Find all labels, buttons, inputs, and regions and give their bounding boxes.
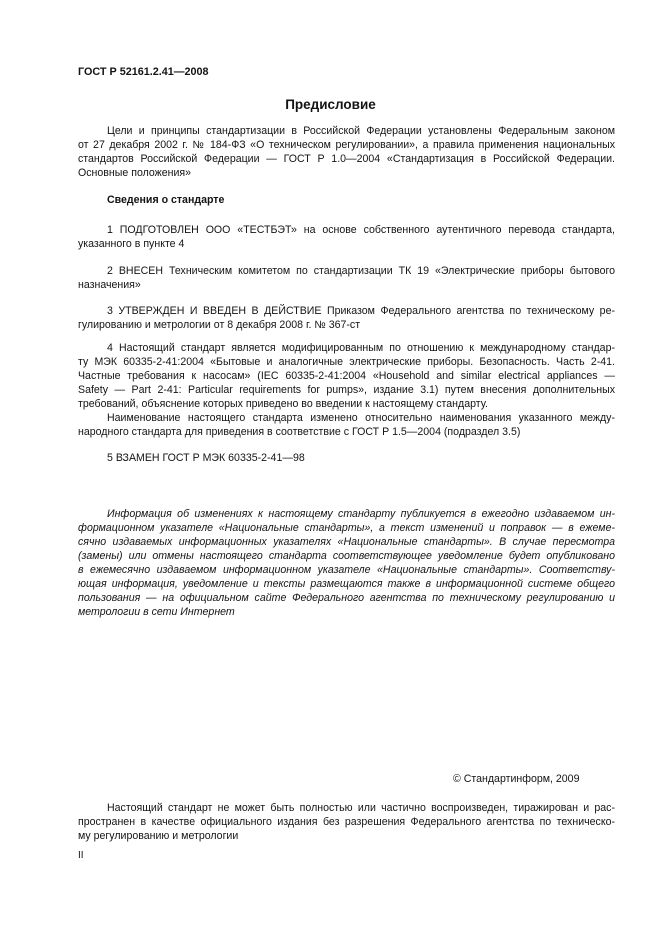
document-code: ГОСТ Р 52161.2.41—2008 bbox=[78, 66, 209, 78]
text-line: ту МЭК 60335-2-41:2004 «Бытовые и аналогичные электрические приборы. Безопасность. Часть 2-41. bbox=[78, 356, 615, 368]
text-line: пространен в качестве официального издания без разрешения Федерального агентства по техническо- bbox=[78, 816, 615, 828]
item-5: 5 ВЗАМЕН ГОСТ Р МЭК 60335-2-41—98 bbox=[107, 452, 305, 464]
text-line: Наименование настоящего стандарта изменено относительно наименования указанного между- bbox=[107, 412, 615, 424]
text-line: гулированию и метрологии от 8 декабря 2008 г. № 367-ст bbox=[78, 319, 361, 331]
text-line: Цели и принципы стандартизации в Российской Федерации установлены Федеральным законом bbox=[107, 125, 615, 137]
text-line: (замены) или отмены настоящего стандарта соответствующее уведомление будет опубликовано bbox=[78, 550, 615, 562]
text-line: формационном указателе «Национальные стандарты», а текст изменений и поправок — в ежеме- bbox=[78, 522, 615, 534]
text-line: в ежемесячно издаваемом информационном указателе «Национальные стандарты». Соответству- bbox=[78, 564, 615, 576]
text-line: пользования — на официальном сайте Федерального агентства по техническому регулированию и bbox=[78, 592, 615, 604]
text-line: 3 УТВЕРЖДЕН И ВВЕДЕН В ДЕЙСТВИЕ Приказом Федерального агентства по техническому ре- bbox=[107, 305, 615, 317]
text-line: народного стандарта для приведения в соответствие с ГОСТ Р 1.5—2004 (подраздел 3.5) bbox=[78, 426, 521, 438]
text-line: Информация об изменениях к настоящему стандарту публикуется в ежегодно издаваемом ин- bbox=[107, 508, 615, 520]
section-heading: Сведения о стандарте bbox=[107, 194, 225, 206]
page-title: Предисловие bbox=[285, 97, 376, 112]
text-line: от 27 декабря 2002 г. № 184-ФЗ «О техническом регулировании», а правила применения национальных bbox=[78, 139, 615, 151]
text-line: стандартов Российской Федерации — ГОСТ Р 1.0—2004 «Стандартизация в Российской Федерации. bbox=[78, 153, 615, 165]
copyright-line: © Стандартинформ, 2009 bbox=[453, 773, 580, 785]
text-line: 1 ПОДГОТОВЛЕН ООО «ТЕСТБЭТ» на основе собственного аутентичного перевода стандарта, bbox=[107, 224, 615, 236]
text-line: Настоящий стандарт не может быть полностью или частично воспроизведен, тиражирован и рас- bbox=[107, 802, 615, 814]
text-line: сячно издаваемых информационных указателях «Национальные стандарты». В случае пересмотра bbox=[78, 536, 615, 548]
text-line: Safety — Part 2-41: Particular requirements for pumps», издание 3.1) путем внесения дополнительных bbox=[78, 384, 615, 396]
text-line: Частные требования к насосам» (IEC 60335-2-41:2004 «Household and similar electrical appliances — bbox=[78, 370, 615, 382]
text-line: требований, объяснение которых приведено во введении к настоящему стандарту. bbox=[78, 398, 488, 410]
text-line: назначения» bbox=[78, 279, 141, 291]
text-line: 2 ВНЕСЕН Техническим комитетом по стандартизации ТК 19 «Электрические приборы бытового bbox=[107, 265, 615, 277]
text-line: 4 Настоящий стандарт является модифицированным по отношению к международному стандар- bbox=[107, 342, 615, 354]
text-line: ющая информация, уведомление и тексты размещаются также в информационной системе общего bbox=[78, 578, 615, 590]
text-line: указанного в пункте 4 bbox=[78, 238, 185, 250]
page-number: II bbox=[78, 850, 84, 861]
text-line: Основные положения» bbox=[78, 167, 192, 179]
text-line: метрологии в сети Интернет bbox=[78, 606, 235, 618]
text-line: му регулированию и метрологии bbox=[78, 830, 239, 842]
